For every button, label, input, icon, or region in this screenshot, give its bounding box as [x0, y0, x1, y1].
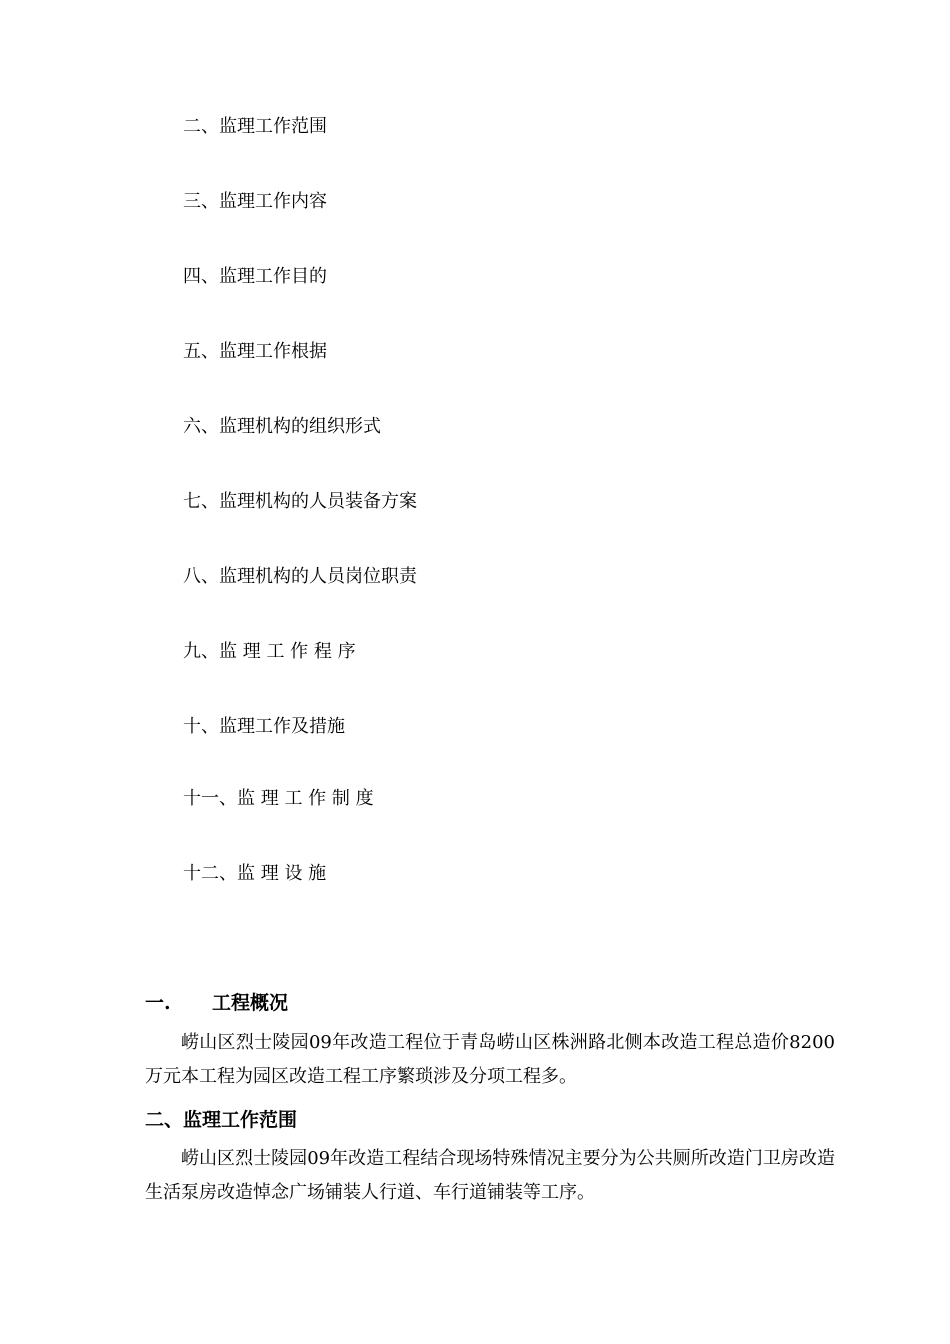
toc-item: 十一、监 理 工 作 制 度 [183, 788, 374, 809]
section-number: 一. [145, 992, 171, 1014]
toc-item: 十、监理工作及措施 [183, 716, 345, 737]
section-heading: 工程概况 [212, 992, 289, 1014]
toc-item: 十二、监 理 设 施 [183, 863, 327, 884]
toc-item: 九、监 理 工 作 程 序 [183, 641, 356, 662]
toc-item: 二、监理工作范围 [183, 116, 327, 137]
toc-item: 八、监理机构的人员岗位职责 [183, 566, 417, 587]
section-paragraph: 崂山区烈士陵园09年改造工程结合现场特殊情况主要分为公共厕所改造门卫房改造生活泵房改造悼念广场铺装人行道、车行道铺装等工序。 [145, 1148, 835, 1203]
toc-item: 三、监理工作内容 [183, 191, 327, 212]
section-heading: 二、监理工作范围 [145, 1109, 298, 1131]
toc-item: 七、监理机构的人员装备方案 [183, 491, 417, 512]
toc-item: 五、监理工作根据 [183, 341, 327, 362]
section-paragraph: 崂山区烈士陵园09年改造工程位于青岛崂山区株洲路北侧本改造工程总造价8200万元本工程为园区改造工程工序繁琐涉及分项工程多。 [145, 1032, 835, 1087]
toc-item: 六、监理机构的组织形式 [183, 416, 381, 437]
toc-item: 四、监理工作目的 [183, 266, 327, 287]
